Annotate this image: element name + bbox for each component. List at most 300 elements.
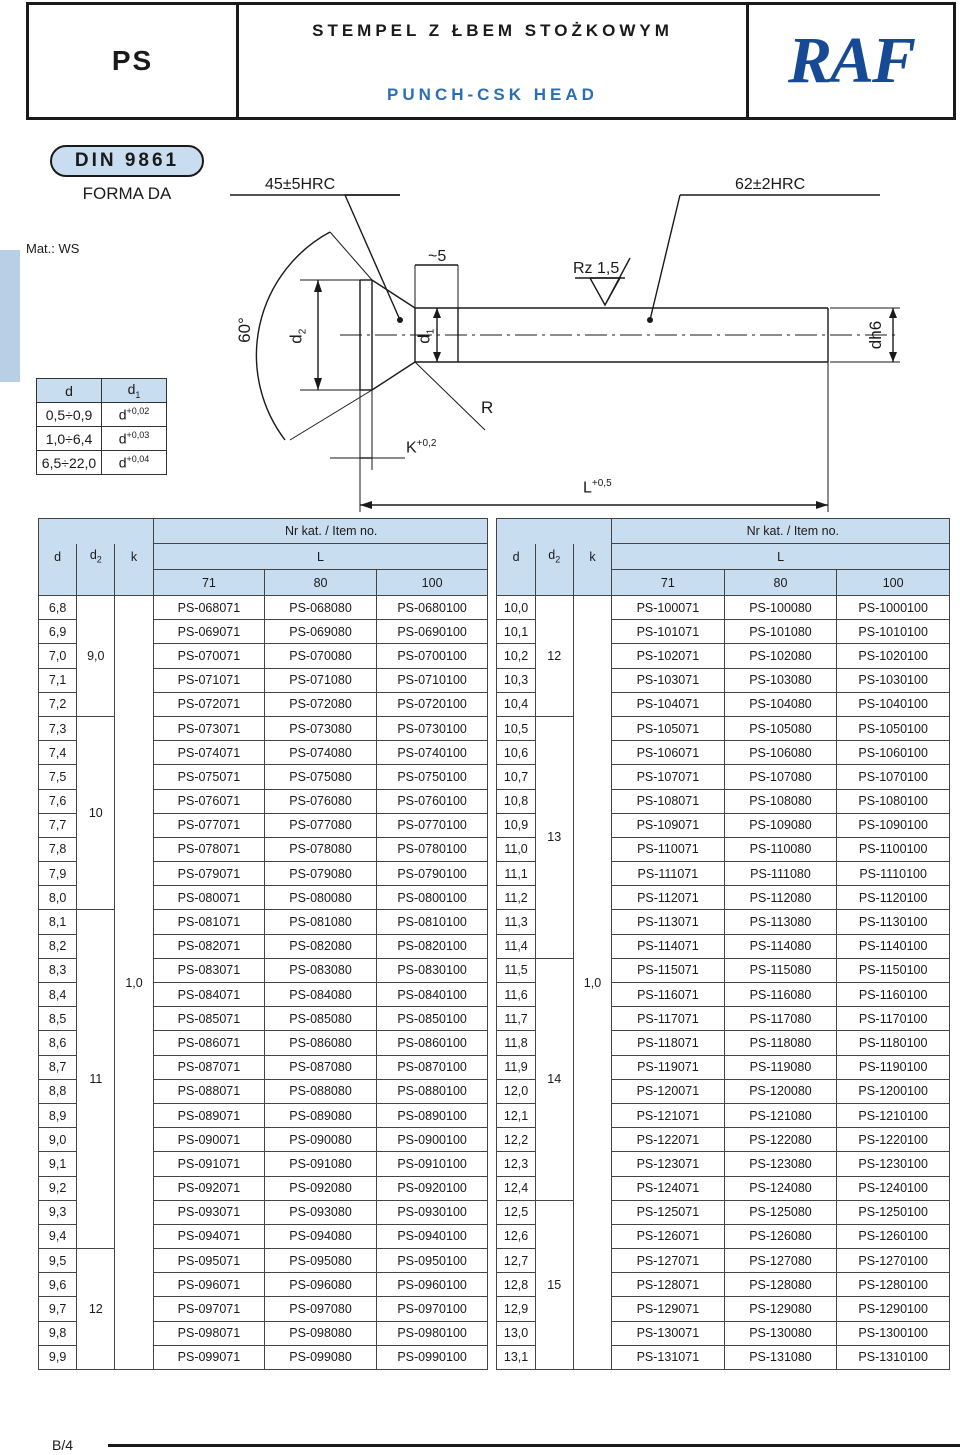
cell-item-no: PS-088071: [153, 1079, 265, 1103]
table-row: [39, 765, 950, 789]
tolerance-base: d: [118, 406, 127, 423]
cell-d2: 11: [77, 910, 115, 1249]
cell-item-no: PS-120080: [724, 1079, 837, 1103]
cell-item-no: PS-097071: [153, 1297, 265, 1321]
table-gap: [488, 1200, 497, 1224]
cell-d: 12,7: [497, 1249, 535, 1273]
cell-item-no: PS-1210100: [837, 1103, 950, 1127]
table-row: [39, 958, 950, 982]
k-label: [406, 438, 436, 457]
cell-item-no: PS-1090100: [837, 813, 950, 837]
cell-item-no: PS-120071: [612, 1079, 725, 1103]
cell-item-no: PS-082080: [265, 934, 377, 958]
cell-d: 10,9: [497, 813, 535, 837]
table-gap: [488, 983, 497, 1007]
cell-d: 12,6: [497, 1224, 535, 1248]
table-gap: [488, 1345, 497, 1369]
cell-d: 7,5: [39, 765, 77, 789]
d2-text: d: [286, 334, 306, 344]
table-gap: [488, 644, 497, 668]
table-gap: [488, 620, 497, 644]
cell-item-no: PS-0850100: [376, 1007, 488, 1031]
table-gap: [488, 1224, 497, 1248]
header-blank: [115, 570, 153, 596]
hardness-shank: 62±2HRC: [735, 176, 806, 193]
table-row: [39, 1224, 950, 1248]
cell-d: 11,7: [497, 1007, 535, 1031]
cell-item-no: PS-091080: [265, 1152, 377, 1176]
cell-item-no: PS-0820100: [376, 934, 488, 958]
cell-item-no: PS-1130100: [837, 910, 950, 934]
table-row: [39, 934, 950, 958]
cell-item-no: PS-105080: [724, 716, 837, 740]
length-sup: +0,5: [591, 478, 612, 489]
cell-item-no: PS-096080: [265, 1273, 377, 1297]
title-english: PUNCH-CSK HEAD: [387, 85, 598, 104]
cell-d: 11,4: [497, 934, 535, 958]
table-gap: [488, 519, 497, 544]
cell-item-no: PS-099080: [265, 1345, 377, 1369]
cell-item-no: PS-0860100: [376, 1031, 488, 1055]
cell-item-no: PS-107080: [724, 765, 837, 789]
cell-d: 11,5: [497, 958, 535, 982]
table-row: [39, 716, 950, 740]
table-gap: [488, 789, 497, 813]
table-row: [39, 1031, 950, 1055]
table-gap: [488, 910, 497, 934]
product-code: PS: [29, 5, 239, 117]
table-row: [39, 886, 950, 910]
cell-d: 7,1: [39, 668, 77, 692]
cell-d: 10,8: [497, 789, 535, 813]
cell-item-no: PS-106080: [724, 741, 837, 765]
cell-item-no: PS-088080: [265, 1079, 377, 1103]
table-row: [39, 1345, 950, 1369]
table-gap: [488, 1249, 497, 1273]
cell-d: 10,0: [497, 596, 535, 620]
cell-item-no: PS-075071: [153, 765, 265, 789]
cell-item-no: PS-0740100: [376, 741, 488, 765]
table-row: [39, 813, 950, 837]
cell-item-no: PS-1030100: [837, 668, 950, 692]
cell-item-no: PS-077080: [265, 813, 377, 837]
cell-item-no: PS-129080: [724, 1297, 837, 1321]
length-80: 80: [724, 570, 837, 596]
cell-item-no: PS-1250100: [837, 1200, 950, 1224]
cell-d: 10,2: [497, 644, 535, 668]
cell-item-no: PS-096071: [153, 1273, 265, 1297]
length-71: 71: [153, 570, 265, 596]
cell-k: 1,0: [573, 596, 611, 1370]
length-text: L: [583, 479, 592, 497]
cell-d: 10,1: [497, 620, 535, 644]
title-polish: STEMPEL Z ŁBEM STOŻKOWYM: [312, 21, 673, 40]
tolerance-range: 1,0÷6,4: [37, 427, 102, 451]
cell-item-no: PS-123071: [612, 1152, 725, 1176]
cell-item-no: PS-0880100: [376, 1079, 488, 1103]
table-row: [39, 620, 950, 644]
cell-item-no: PS-097080: [265, 1297, 377, 1321]
cell-item-no: PS-109071: [612, 813, 725, 837]
cell-item-no: PS-0870100: [376, 1055, 488, 1079]
cell-d: 9,3: [39, 1200, 77, 1224]
cell-d: 12,5: [497, 1200, 535, 1224]
subscript: 1: [135, 389, 141, 400]
cell-k: 1,0: [115, 596, 153, 1370]
table-gap: [488, 1031, 497, 1055]
table-gap: [488, 1273, 497, 1297]
hardness-head: 45±5HRC: [265, 176, 336, 193]
cell-item-no: PS-072080: [265, 692, 377, 716]
cell-item-no: PS-1170100: [837, 1007, 950, 1031]
table-gap: [488, 934, 497, 958]
approx-label: ~5: [428, 248, 447, 265]
cell-d: 8,9: [39, 1103, 77, 1127]
cell-item-no: PS-0720100: [376, 692, 488, 716]
table-row: [39, 1128, 950, 1152]
cell-item-no: PS-1040100: [837, 692, 950, 716]
table-gap: [488, 716, 497, 740]
table-row: [39, 1321, 950, 1345]
col-d2: [77, 544, 115, 570]
length-80: 80: [265, 570, 377, 596]
col-d: d: [497, 544, 535, 570]
cell-item-no: PS-0960100: [376, 1273, 488, 1297]
table-row: [39, 668, 950, 692]
d1-label: [414, 329, 436, 344]
cell-item-no: PS-107071: [612, 765, 725, 789]
d1-text: d: [414, 334, 434, 344]
header-row-columns: [39, 544, 950, 570]
cell-d: 8,1: [39, 910, 77, 934]
form-label: FORMA DA: [82, 184, 172, 203]
cell-item-no: PS-075080: [265, 765, 377, 789]
col-d2: [535, 544, 573, 570]
cell-d: 7,9: [39, 862, 77, 886]
cell-d: 8,0: [39, 886, 77, 910]
cell-item-no: PS-105071: [612, 716, 725, 740]
length-label: [583, 478, 612, 497]
cell-d: 8,8: [39, 1079, 77, 1103]
cell-item-no: PS-1260100: [837, 1224, 950, 1248]
footer-rule: [108, 1444, 960, 1447]
raf-logo: RAF: [787, 24, 915, 97]
cell-item-no: PS-071071: [153, 668, 265, 692]
item-no-left: [153, 519, 488, 544]
cell-item-no: PS-111071: [612, 862, 725, 886]
cell-item-no: PS-123080: [724, 1152, 837, 1176]
cell-item-no: PS-071080: [265, 668, 377, 692]
table-gap: [488, 1007, 497, 1031]
cell-d: 8,2: [39, 934, 77, 958]
cell-item-no: PS-089071: [153, 1103, 265, 1127]
cell-item-no: PS-083080: [265, 958, 377, 982]
cell-d2: 13: [535, 716, 573, 958]
cell-item-no: PS-098071: [153, 1321, 265, 1345]
cell-item-no: PS-1300100: [837, 1321, 950, 1345]
radius-label: R: [481, 398, 494, 417]
cell-d2: 9,0: [77, 596, 115, 717]
cell-item-no: PS-1160100: [837, 983, 950, 1007]
cell-item-no: PS-070071: [153, 644, 265, 668]
cell-d2: 14: [535, 958, 573, 1200]
tolerance-range: 6,5÷22,0: [37, 451, 102, 475]
header-blank: [39, 519, 154, 544]
cell-item-no: PS-0900100: [376, 1128, 488, 1152]
cell-item-no: PS-1180100: [837, 1031, 950, 1055]
cell-item-no: PS-0830100: [376, 958, 488, 982]
cell-item-no: PS-069080: [265, 620, 377, 644]
cell-item-no: PS-108080: [724, 789, 837, 813]
cell-item-no: PS-127071: [612, 1249, 725, 1273]
header-row-lengths: [39, 570, 950, 596]
table-row: [39, 1007, 950, 1031]
catalog-table: [38, 518, 950, 1370]
cell-d2: 10: [77, 716, 115, 910]
cell-item-no: PS-085080: [265, 1007, 377, 1031]
cell-item-no: PS-101071: [612, 620, 725, 644]
cone-bottom: [372, 362, 415, 390]
header-blank: [535, 570, 573, 596]
cell-d: 12,0: [497, 1079, 535, 1103]
table-row: [39, 741, 950, 765]
cell-item-no: PS-0810100: [376, 910, 488, 934]
header-text: d: [65, 382, 73, 399]
cell-item-no: PS-1230100: [837, 1152, 950, 1176]
table-row: [39, 692, 950, 716]
cell-item-no: PS-119071: [612, 1055, 725, 1079]
cell-item-no: PS-0930100: [376, 1200, 488, 1224]
cell-d: 11,0: [497, 837, 535, 861]
cell-item-no: PS-1270100: [837, 1249, 950, 1273]
cell-item-no: PS-0990100: [376, 1345, 488, 1369]
cell-item-no: PS-1140100: [837, 934, 950, 958]
cell-d: 7,2: [39, 692, 77, 716]
table-row: [39, 1103, 950, 1127]
header-blank: [39, 570, 77, 596]
cell-item-no: PS-080080: [265, 886, 377, 910]
cell-d: 7,7: [39, 813, 77, 837]
cell-item-no: PS-112080: [724, 886, 837, 910]
cell-d: 11,1: [497, 862, 535, 886]
table-gap: [488, 862, 497, 886]
col-d2-sub: 2: [555, 554, 561, 565]
cell-item-no: PS-118071: [612, 1031, 725, 1055]
cell-item-no: PS-115071: [612, 958, 725, 982]
cell-item-no: PS-128071: [612, 1273, 725, 1297]
cell-item-no: PS-103071: [612, 668, 725, 692]
cell-item-no: PS-129071: [612, 1297, 725, 1321]
cell-item-no: PS-095071: [153, 1249, 265, 1273]
cell-d: 7,6: [39, 789, 77, 813]
table-row: [39, 596, 950, 620]
roughness-label: Rz 1,5: [573, 260, 620, 277]
cell-item-no: PS-095080: [265, 1249, 377, 1273]
cell-item-no: PS-121071: [612, 1103, 725, 1127]
cell-item-no: PS-131080: [724, 1345, 837, 1369]
cell-item-no: PS-128080: [724, 1273, 837, 1297]
d1-sub: 1: [425, 328, 437, 335]
cell-item-no: PS-124071: [612, 1176, 725, 1200]
hardness-leader-shank: [650, 195, 680, 320]
cell-item-no: PS-085071: [153, 1007, 265, 1031]
cell-d2: 12: [535, 596, 573, 717]
table-gap: [488, 741, 497, 765]
cell-item-no: PS-1070100: [837, 765, 950, 789]
table-row: [39, 1055, 950, 1079]
table-row: [39, 837, 950, 861]
cell-item-no: PS-0680100: [376, 596, 488, 620]
cell-item-no: PS-0950100: [376, 1249, 488, 1273]
cell-item-no: PS-069071: [153, 620, 265, 644]
table-gap: [488, 765, 497, 789]
header-blank: [497, 570, 535, 596]
cell-d: 12,1: [497, 1103, 535, 1127]
cell-item-no: PS-0800100: [376, 886, 488, 910]
cell-d: 9,7: [39, 1297, 77, 1321]
cell-item-no: PS-098080: [265, 1321, 377, 1345]
cell-item-no: PS-086071: [153, 1031, 265, 1055]
cell-item-no: PS-093080: [265, 1200, 377, 1224]
length-71: 71: [612, 570, 725, 596]
cell-item-no: PS-1200100: [837, 1079, 950, 1103]
cell-item-no: PS-0690100: [376, 620, 488, 644]
cell-item-no: PS-1310100: [837, 1345, 950, 1369]
cell-item-no: PS-0760100: [376, 789, 488, 813]
cell-item-no: PS-1000100: [837, 596, 950, 620]
cell-item-no: PS-0910100: [376, 1152, 488, 1176]
cell-item-no: PS-113071: [612, 910, 725, 934]
cell-item-no: PS-115080: [724, 958, 837, 982]
cell-d: 6,8: [39, 596, 77, 620]
cell-item-no: PS-1240100: [837, 1176, 950, 1200]
cell-item-no: PS-112071: [612, 886, 725, 910]
tolerance-sup: +0,02: [126, 406, 150, 417]
k-text: K: [406, 439, 417, 457]
cell-d: 7,3: [39, 716, 77, 740]
cell-item-no: PS-104080: [724, 692, 837, 716]
cell-item-no: PS-101080: [724, 620, 837, 644]
table-gap: [488, 692, 497, 716]
cell-item-no: PS-0790100: [376, 862, 488, 886]
cell-item-no: PS-119080: [724, 1055, 837, 1079]
cell-d: 9,0: [39, 1128, 77, 1152]
table-gap: [488, 886, 497, 910]
item-no-right: [612, 519, 950, 544]
cell-item-no: PS-102080: [724, 644, 837, 668]
col-d2-text: d: [89, 548, 97, 563]
cell-d: 7,4: [39, 741, 77, 765]
cell-item-no: PS-0710100: [376, 668, 488, 692]
table-row: [39, 1273, 950, 1297]
cell-item-no: PS-106071: [612, 741, 725, 765]
cell-d: 11,8: [497, 1031, 535, 1055]
cell-item-no: PS-110080: [724, 837, 837, 861]
cell-d: 8,5: [39, 1007, 77, 1031]
cell-item-no: PS-131071: [612, 1345, 725, 1369]
cell-item-no: PS-084071: [153, 983, 265, 1007]
cell-item-no: PS-111080: [724, 862, 837, 886]
cell-item-no: PS-083071: [153, 958, 265, 982]
col-k: k: [115, 544, 153, 570]
cell-item-no: PS-121080: [724, 1103, 837, 1127]
cell-item-no: PS-0750100: [376, 765, 488, 789]
cell-item-no: PS-0920100: [376, 1176, 488, 1200]
cell-item-no: PS-1190100: [837, 1055, 950, 1079]
cell-item-no: PS-114080: [724, 934, 837, 958]
cell-item-no: PS-087071: [153, 1055, 265, 1079]
cell-item-no: PS-068080: [265, 596, 377, 620]
col-L: L: [153, 544, 488, 570]
cell-d: 10,5: [497, 716, 535, 740]
cell-d: 9,5: [39, 1249, 77, 1273]
item-no-text: Nr kat. / Item no.: [746, 524, 839, 538]
header-blank: [497, 519, 612, 544]
cell-item-no: PS-089080: [265, 1103, 377, 1127]
cell-item-no: PS-090080: [265, 1128, 377, 1152]
table-row: [39, 789, 950, 813]
cell-d: 8,6: [39, 1031, 77, 1055]
cell-item-no: PS-079071: [153, 862, 265, 886]
cell-item-no: PS-076080: [265, 789, 377, 813]
cell-item-no: PS-1150100: [837, 958, 950, 982]
cell-item-no: PS-068071: [153, 596, 265, 620]
cell-item-no: PS-0970100: [376, 1297, 488, 1321]
tolerance-sup: +0,03: [126, 430, 150, 441]
cell-item-no: PS-0780100: [376, 837, 488, 861]
table-row: [39, 1152, 950, 1176]
table-row: [39, 1297, 950, 1321]
table-gap: [488, 596, 497, 620]
cell-item-no: PS-082071: [153, 934, 265, 958]
table-gap: [488, 813, 497, 837]
table-row: [39, 910, 950, 934]
cell-item-no: PS-118080: [724, 1031, 837, 1055]
cell-item-no: PS-1010100: [837, 620, 950, 644]
length-100: 100: [837, 570, 950, 596]
punch-drawing: [0, 0, 960, 515]
cell-item-no: PS-1290100: [837, 1297, 950, 1321]
material-label: Mat.: WS: [26, 241, 80, 256]
cell-d: 13,1: [497, 1345, 535, 1369]
cell-item-no: PS-125071: [612, 1200, 725, 1224]
cell-d: 7,0: [39, 644, 77, 668]
cell-d: 13,0: [497, 1321, 535, 1345]
cell-item-no: PS-102071: [612, 644, 725, 668]
cell-item-no: PS-1060100: [837, 741, 950, 765]
cell-d: 11,6: [497, 983, 535, 1007]
cell-d: 9,8: [39, 1321, 77, 1345]
tolerance-sup: +0,04: [126, 454, 150, 465]
cell-d: 8,3: [39, 958, 77, 982]
tolerance-base: d: [118, 430, 127, 447]
cell-item-no: PS-086080: [265, 1031, 377, 1055]
cell-item-no: PS-1020100: [837, 644, 950, 668]
cell-item-no: PS-130071: [612, 1321, 725, 1345]
cell-item-no: PS-072071: [153, 692, 265, 716]
cell-item-no: PS-081080: [265, 910, 377, 934]
table-row: [39, 983, 950, 1007]
col-d: d: [39, 544, 77, 570]
cell-item-no: PS-099071: [153, 1345, 265, 1369]
item-no-text: Nr kat. / Item no.: [285, 524, 378, 538]
din-badge: DIN 9861: [50, 145, 204, 177]
cell-d: 9,9: [39, 1345, 77, 1369]
cell-item-no: PS-0940100: [376, 1224, 488, 1248]
col-L: L: [612, 544, 950, 570]
cell-item-no: PS-081071: [153, 910, 265, 934]
table-gap: [488, 1321, 497, 1345]
